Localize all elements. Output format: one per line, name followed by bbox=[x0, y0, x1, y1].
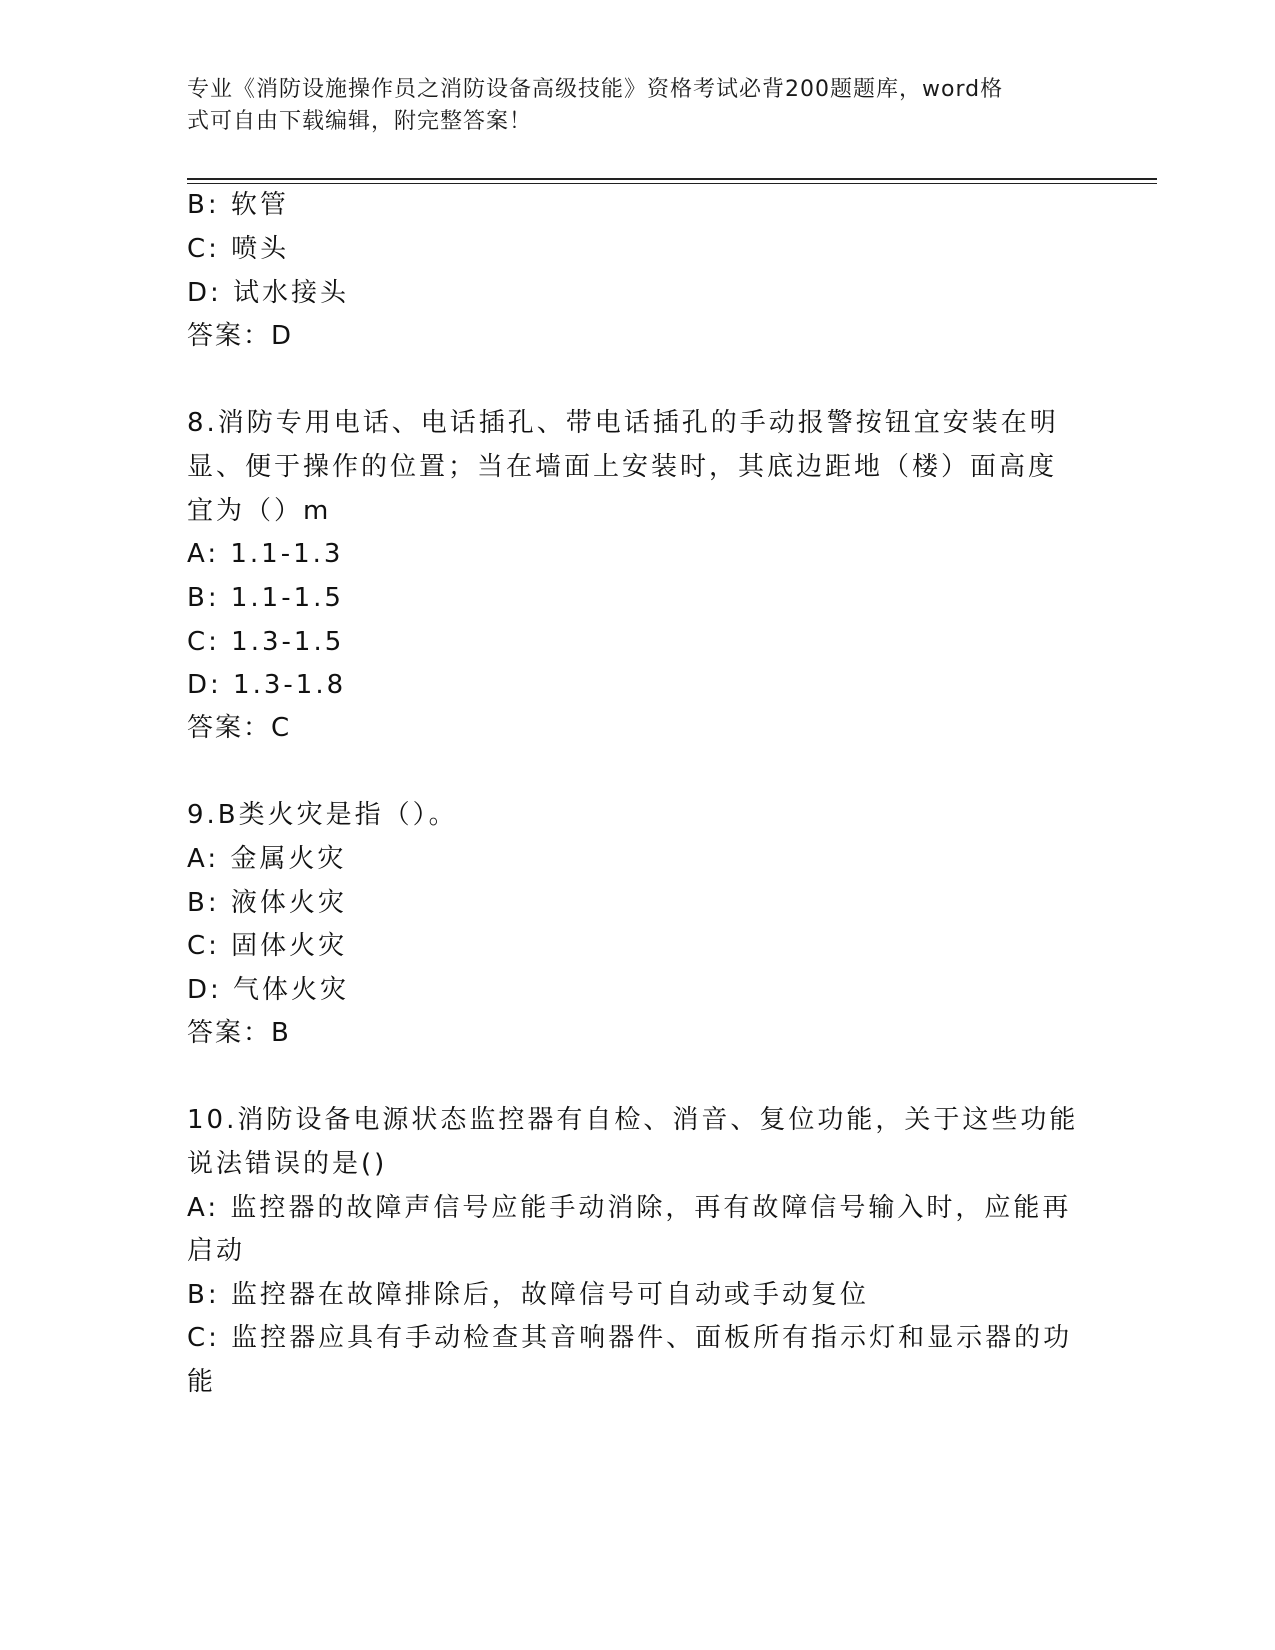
header-line-2: 式可自由下载编辑，附完整答案！ bbox=[187, 109, 533, 134]
q7-option-c: C: 喷头 bbox=[187, 234, 290, 264]
q7-answer: 答案：D bbox=[187, 321, 294, 351]
q10-option-c-line-1: C: 监控器应具有手动检查其音响器件、面板所有指示灯和显示器的功 bbox=[187, 1323, 1073, 1353]
q9-option-b: B: 液体火灾 bbox=[187, 888, 347, 918]
document-header bbox=[187, 74, 1067, 138]
q9-option-c: C: 固体火灾 bbox=[187, 931, 348, 961]
q8-stem-line-3: 宜为（）m bbox=[187, 496, 332, 526]
q10-stem-line-1: 10.消防设备电源状态监控器有自检、消音、复位功能，关于这些功能 bbox=[187, 1105, 1079, 1135]
q8-option-b: B: 1.1-1.5 bbox=[187, 583, 344, 613]
header-divider-thin bbox=[187, 183, 1157, 184]
q10-option-a-line-2: 启动 bbox=[187, 1236, 246, 1266]
q8-option-c: C: 1.3-1.5 bbox=[187, 627, 345, 657]
header-line-1: 专业《消防设施操作员之消防设备高级技能》资格考试必背200题题库，word格 bbox=[187, 77, 1004, 102]
q10-stem-line-2: 说法错误的是() bbox=[187, 1149, 388, 1179]
q8-stem-line-1: 8.消防专用电话、电话插孔、带电话插孔的手动报警按钮宜安装在明 bbox=[187, 408, 1059, 438]
q9-stem-line-1: 9.B类火灾是指（）。 bbox=[187, 800, 458, 830]
q8-stem-line-2: 显、便于操作的位置；当在墙面上安装时，其底边距地（楼）面高度 bbox=[187, 452, 1058, 482]
q7-option-d: D: 试水接头 bbox=[187, 278, 350, 308]
q9-option-a: A: 金属火灾 bbox=[187, 844, 347, 874]
q10-option-c-line-2: 能 bbox=[187, 1367, 217, 1397]
q8-option-a: A: 1.1-1.3 bbox=[187, 539, 344, 569]
q7-option-b: B: 软管 bbox=[187, 190, 289, 220]
q8-option-d: D: 1.3-1.8 bbox=[187, 670, 347, 700]
header-divider-thick bbox=[187, 178, 1157, 180]
q9-answer: 答案：B bbox=[187, 1018, 291, 1048]
q10-option-b: B: 监控器在故障排除后，故障信号可自动或手动复位 bbox=[187, 1280, 869, 1310]
q10-option-a-line-1: A: 监控器的故障声信号应能手动消除，再有故障信号输入时，应能再 bbox=[187, 1193, 1072, 1223]
q8-answer: 答案：C bbox=[187, 713, 292, 743]
q9-option-d: D: 气体火灾 bbox=[187, 975, 350, 1005]
